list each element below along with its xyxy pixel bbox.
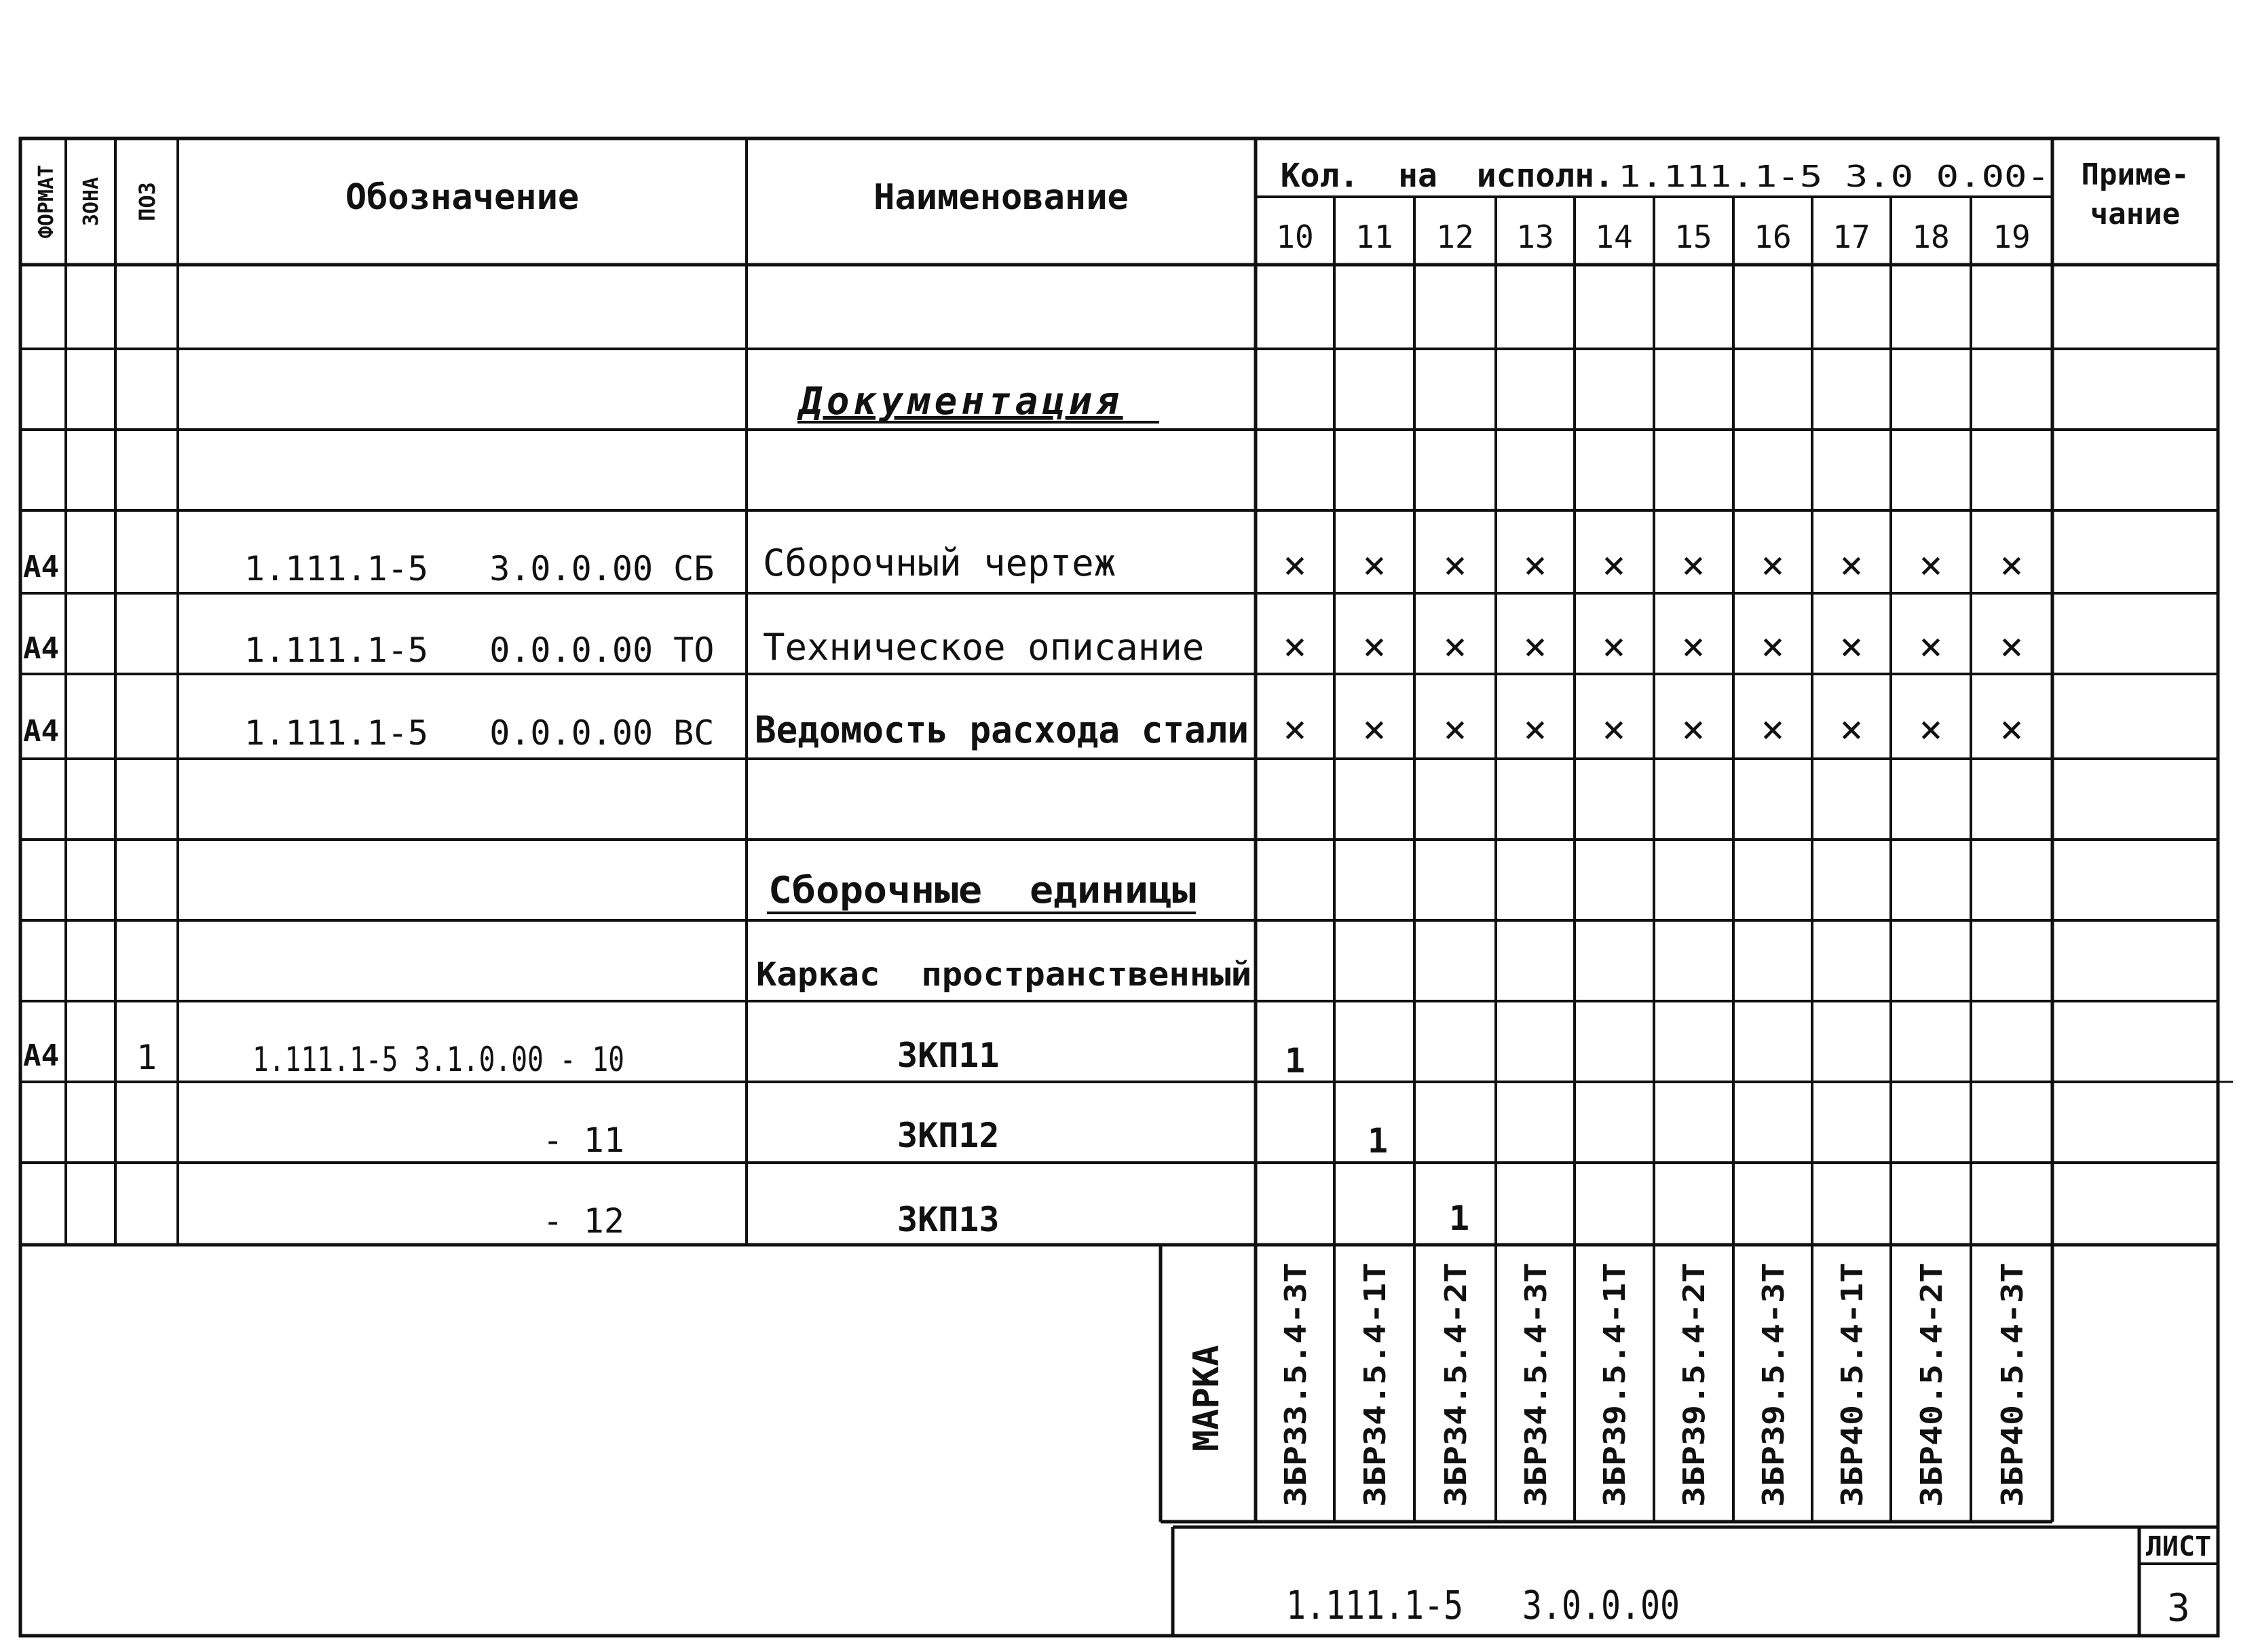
row-name: 3КП13 (897, 1200, 1000, 1239)
exec-number: 10 (1276, 219, 1314, 255)
marka-value: 3БР33.5.4-3Т (1279, 1291, 1313, 1507)
marka-value: 3БР34.5.4-2Т (1439, 1291, 1473, 1507)
row-format: А4 (23, 631, 59, 666)
row-designation: 1.111.1-5 3.1.0.00 - 10 (252, 1040, 624, 1079)
marka-value: 3БР40.5.4-3Т (1995, 1291, 2030, 1507)
header-designation: Обозначение (345, 177, 580, 218)
row-qty: 1 (1448, 1199, 1470, 1238)
subgroup-title: Каркас пространственный (756, 956, 1252, 994)
header-format: ФОРМАТ (35, 164, 58, 239)
exec-number: 12 (1436, 219, 1474, 255)
exec-mark: × (1681, 706, 1706, 752)
header-qty-prefix: Кол. на исполн. (1280, 157, 1614, 195)
section-assembly-units: Сборочные единицы (768, 869, 1196, 912)
marka-value: 3БР34.5.4-3Т (1519, 1291, 1554, 1507)
row-designation: - 11 (542, 1121, 624, 1160)
row-format: А4 (23, 1038, 59, 1073)
exec-mark: × (1919, 623, 1943, 669)
exec-mark: × (1362, 706, 1387, 752)
exec-mark: × (1443, 623, 1467, 669)
row-qty: 1 (1367, 1121, 1389, 1161)
row-designation: 1.111.1-5 0.0.0.00 ТО (244, 631, 715, 670)
exec-number: 13 (1516, 219, 1554, 255)
exec-number: 19 (1993, 219, 2031, 255)
exec-mark: × (1839, 542, 1864, 588)
exec-number: 15 (1674, 219, 1712, 255)
exec-mark: × (1681, 623, 1706, 669)
exec-mark: × (1602, 542, 1626, 588)
exec-mark: × (1443, 706, 1467, 752)
exec-mark: × (1761, 706, 1785, 752)
marka-value: 3БР39.5.4-1Т (1598, 1291, 1632, 1507)
marka-label: МАРКА (1186, 1345, 1227, 1452)
exec-mark: × (1602, 706, 1626, 752)
marka-value: 3БР39.5.4-3Т (1756, 1291, 1791, 1507)
exec-mark: × (1839, 706, 1864, 752)
assembly-row (23, 1036, 1305, 1081)
section-documentation: Документация (799, 379, 1123, 424)
exec-mark: × (1443, 542, 1467, 588)
exec-mark: × (1919, 706, 1943, 752)
marka-value: 3БР40.5.4-1Т (1835, 1291, 1870, 1507)
exec-mark: × (1523, 623, 1547, 669)
row-pos: 1 (136, 1038, 157, 1077)
row-format: А4 (23, 714, 59, 749)
exec-mark: × (1283, 542, 1307, 588)
exec-mark: × (1999, 623, 2024, 669)
row-designation: 1.111.1-5 0.0.0.00 ВС (244, 713, 715, 753)
doc-row (23, 623, 2023, 670)
header-qty-code: 1.111.1-5 3.0 0.00- (1618, 159, 2050, 194)
sheet-number: 3 (2167, 1586, 2190, 1630)
marka-value: 3БР40.5.4-2Т (1915, 1291, 1949, 1507)
sheet-label: ЛИСТ (2145, 1531, 2212, 1562)
row-name: Сборочный чертеж (763, 542, 1116, 584)
marka-value: 3БР39.5.4-2Т (1677, 1291, 1712, 1507)
exec-mark: × (1283, 706, 1307, 752)
assembly-row (543, 1199, 1469, 1241)
exec-number: 17 (1832, 219, 1870, 255)
header-zone: ЗОНА (79, 176, 103, 227)
exec-number: 18 (1912, 219, 1950, 255)
doc-code: 1.111.1-5 3.0.0.00 (1286, 1582, 1680, 1628)
exec-mark: × (1283, 623, 1307, 669)
exec-mark: × (1761, 542, 1785, 588)
row-name: Ведомость расхода стали (755, 709, 1249, 751)
exec-mark: × (1761, 623, 1785, 669)
header-name: Наименование (873, 177, 1129, 218)
row-name: 3КП11 (897, 1036, 1000, 1075)
exec-mark: × (1523, 706, 1547, 752)
doc-row (23, 542, 2023, 588)
row-designation: 1.111.1-5 3.0.0.00 СБ (244, 549, 715, 588)
row-name: 3КП12 (897, 1116, 1000, 1155)
row-format: А4 (23, 550, 59, 584)
exec-mark: × (1362, 623, 1387, 669)
exec-number: 16 (1754, 219, 1792, 255)
row-qty: 1 (1284, 1041, 1306, 1081)
header-note-line1: Приме- (2081, 157, 2189, 192)
exec-mark: × (1999, 706, 2024, 752)
marka-value: 3БР34.5.4-1Т (1358, 1291, 1393, 1507)
exec-mark: × (1362, 542, 1387, 588)
exec-mark: × (1681, 542, 1706, 588)
row-designation: - 12 (542, 1201, 624, 1241)
exec-number: 11 (1355, 219, 1393, 255)
header-note-line2: чание (2090, 197, 2181, 231)
exec-mark: × (1523, 542, 1547, 588)
exec-mark: × (1999, 542, 2024, 588)
table-header (35, 157, 2189, 255)
exec-number: 14 (1595, 219, 1633, 255)
row-name: Техническое описание (763, 626, 1205, 669)
exec-mark: × (1839, 623, 1864, 669)
assembly-row (543, 1116, 1388, 1161)
header-pos: ПОЗ (134, 182, 160, 221)
exec-mark: × (1602, 623, 1626, 669)
doc-row (23, 706, 2023, 753)
exec-mark: × (1919, 542, 1943, 588)
